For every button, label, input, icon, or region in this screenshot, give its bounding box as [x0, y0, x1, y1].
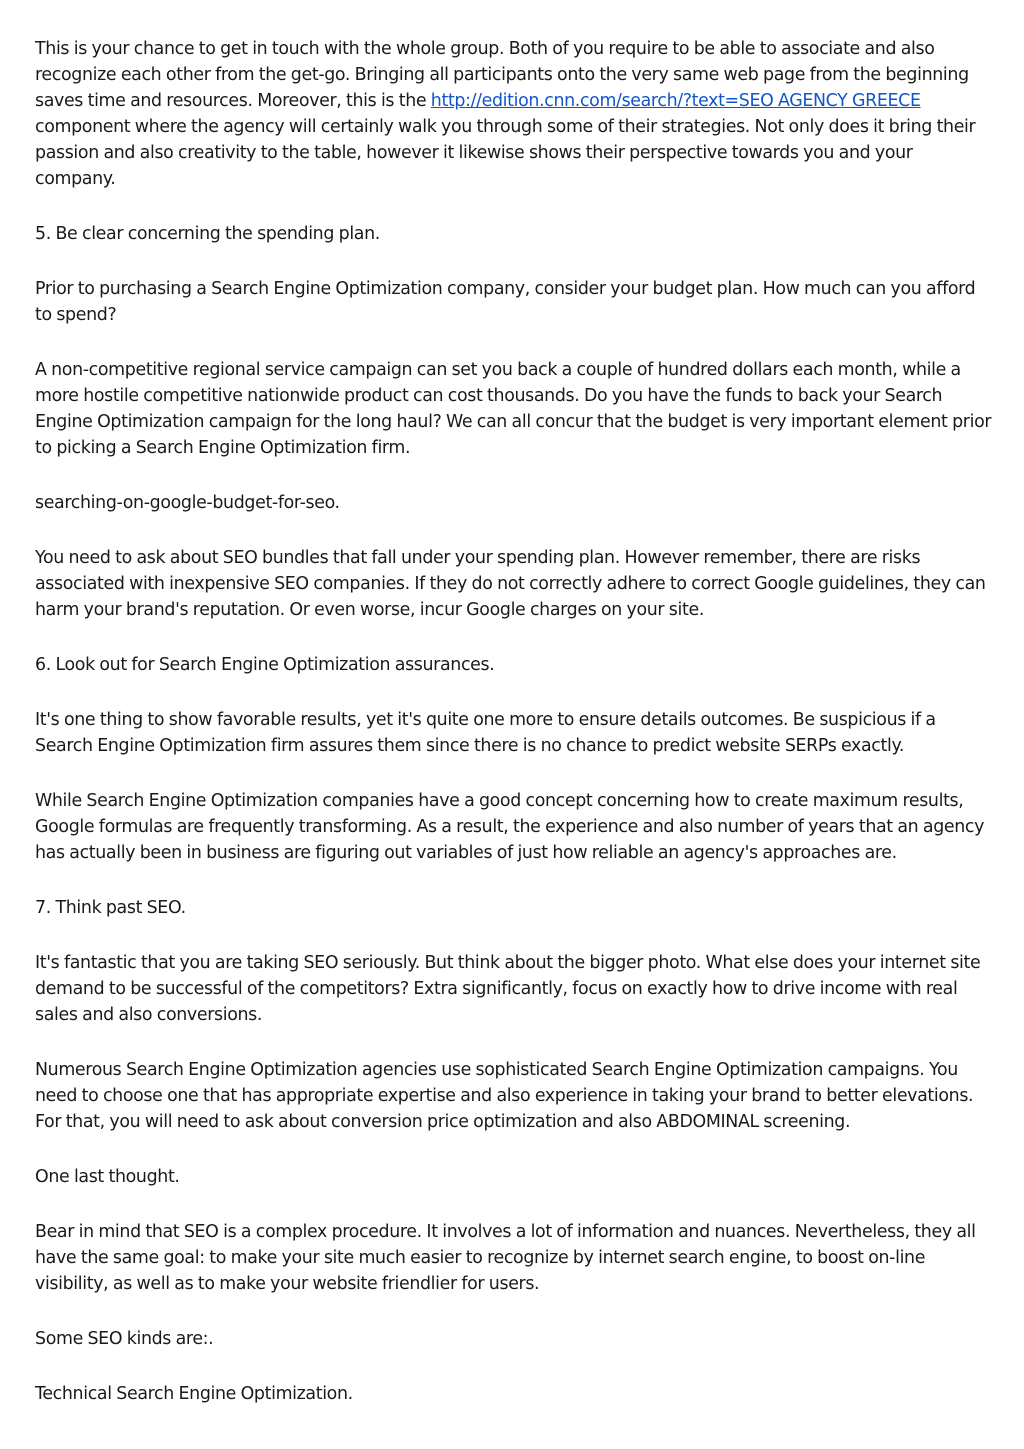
paragraph: Some SEO kinds are:. — [35, 1329, 214, 1349]
document-body — [35, 36, 993, 1436]
section-heading-last-thought: One last thought. — [35, 1167, 180, 1187]
paragraph: While Search Engine Optimization companies have a good concept concerning how to create maximum results, Google formulas are frequently transforming. As a result, the experience and also number of years that an agency has actually been in business are figuring out variables of just how reliable an agency's approaches are. — [35, 791, 985, 863]
paragraph: Prior to purchasing a Search Engine Optimization company, consider your budget plan. How much can you afford to spend? — [35, 279, 976, 325]
section-heading-assurances: 6. Look out for Search Engine Optimization assurances. — [35, 655, 495, 675]
paragraph: A non-competitive regional service campaign can set you back a couple of hundred dollars each month, while a more hostile competitive nationwide product can cost thousands. Do you have the funds to back your Search Engine Optimization campaign for the long haul? We can all concur that the budget is very important element prior to picking a Search Engine Optimization firm. — [35, 360, 992, 458]
paragraph: It's one thing to show favorable results, yet it's quite one more to ensure details outcomes. Be suspicious if a Search Engine Optimization firm assures them since there is no chance to predict website SERPs exactly. — [35, 710, 936, 756]
intro-paragraph — [35, 36, 993, 192]
intro-text-before-link: This is your chance to get in touch with the whole group. Both of you require to be able to associate and also recognize each other from the get-go. Bringing all participants onto the very same web page from the beginning saves time and resources. Moreover, this is the — [35, 39, 969, 111]
section-heading-think-past-seo: 7. Think past SEO. — [35, 898, 186, 918]
intro-text-after-link: component where the agency will certainly walk you through some of their strategies. Not only does it bring their passion and also creativity to the table, however it likewise shows their perspective towards you and your company. — [35, 117, 976, 189]
paragraph: Numerous Search Engine Optimization agencies use sophisticated Search Engine Optimization campaigns. You need to choose one that has appropriate expertise and also experience in taking your brand to better elevations. For that, you will need to ask about conversion price optimization and also ABDOMINAL screening. — [35, 1060, 974, 1132]
paragraph: It's fantastic that you are taking SEO seriously. But think about the bigger photo. What else does your internet site demand to be successful of the competitors? Extra significantly, focus on exactly how to drive income with real sales and also conversions. — [35, 953, 981, 1025]
paragraph: Bear in mind that SEO is a complex procedure. It involves a lot of information and nuances. Nevertheless, they all have the same goal: to make your site much easier to recognize by internet search engine, to boost on-line visibility, as well as to make your website friendlier for users. — [35, 1222, 976, 1294]
paragraph: You need to ask about SEO bundles that fall under your spending plan. However remember, there are risks associated with inexpensive SEO companies. If they do not correctly adhere to correct Google guidelines, they can harm your brand's reputation. Or even worse, incur Google charges on your site. — [35, 548, 986, 620]
image-caption-text: searching-on-google-budget-for-seo. — [35, 493, 340, 513]
paragraph: Technical Search Engine Optimization. — [35, 1384, 353, 1404]
cnn-search-link[interactable]: http://edition.cnn.com/search/?text=SEO AGENCY GREECE — [430, 91, 921, 111]
section-heading-budget: 5. Be clear concerning the spending plan. — [35, 224, 380, 244]
